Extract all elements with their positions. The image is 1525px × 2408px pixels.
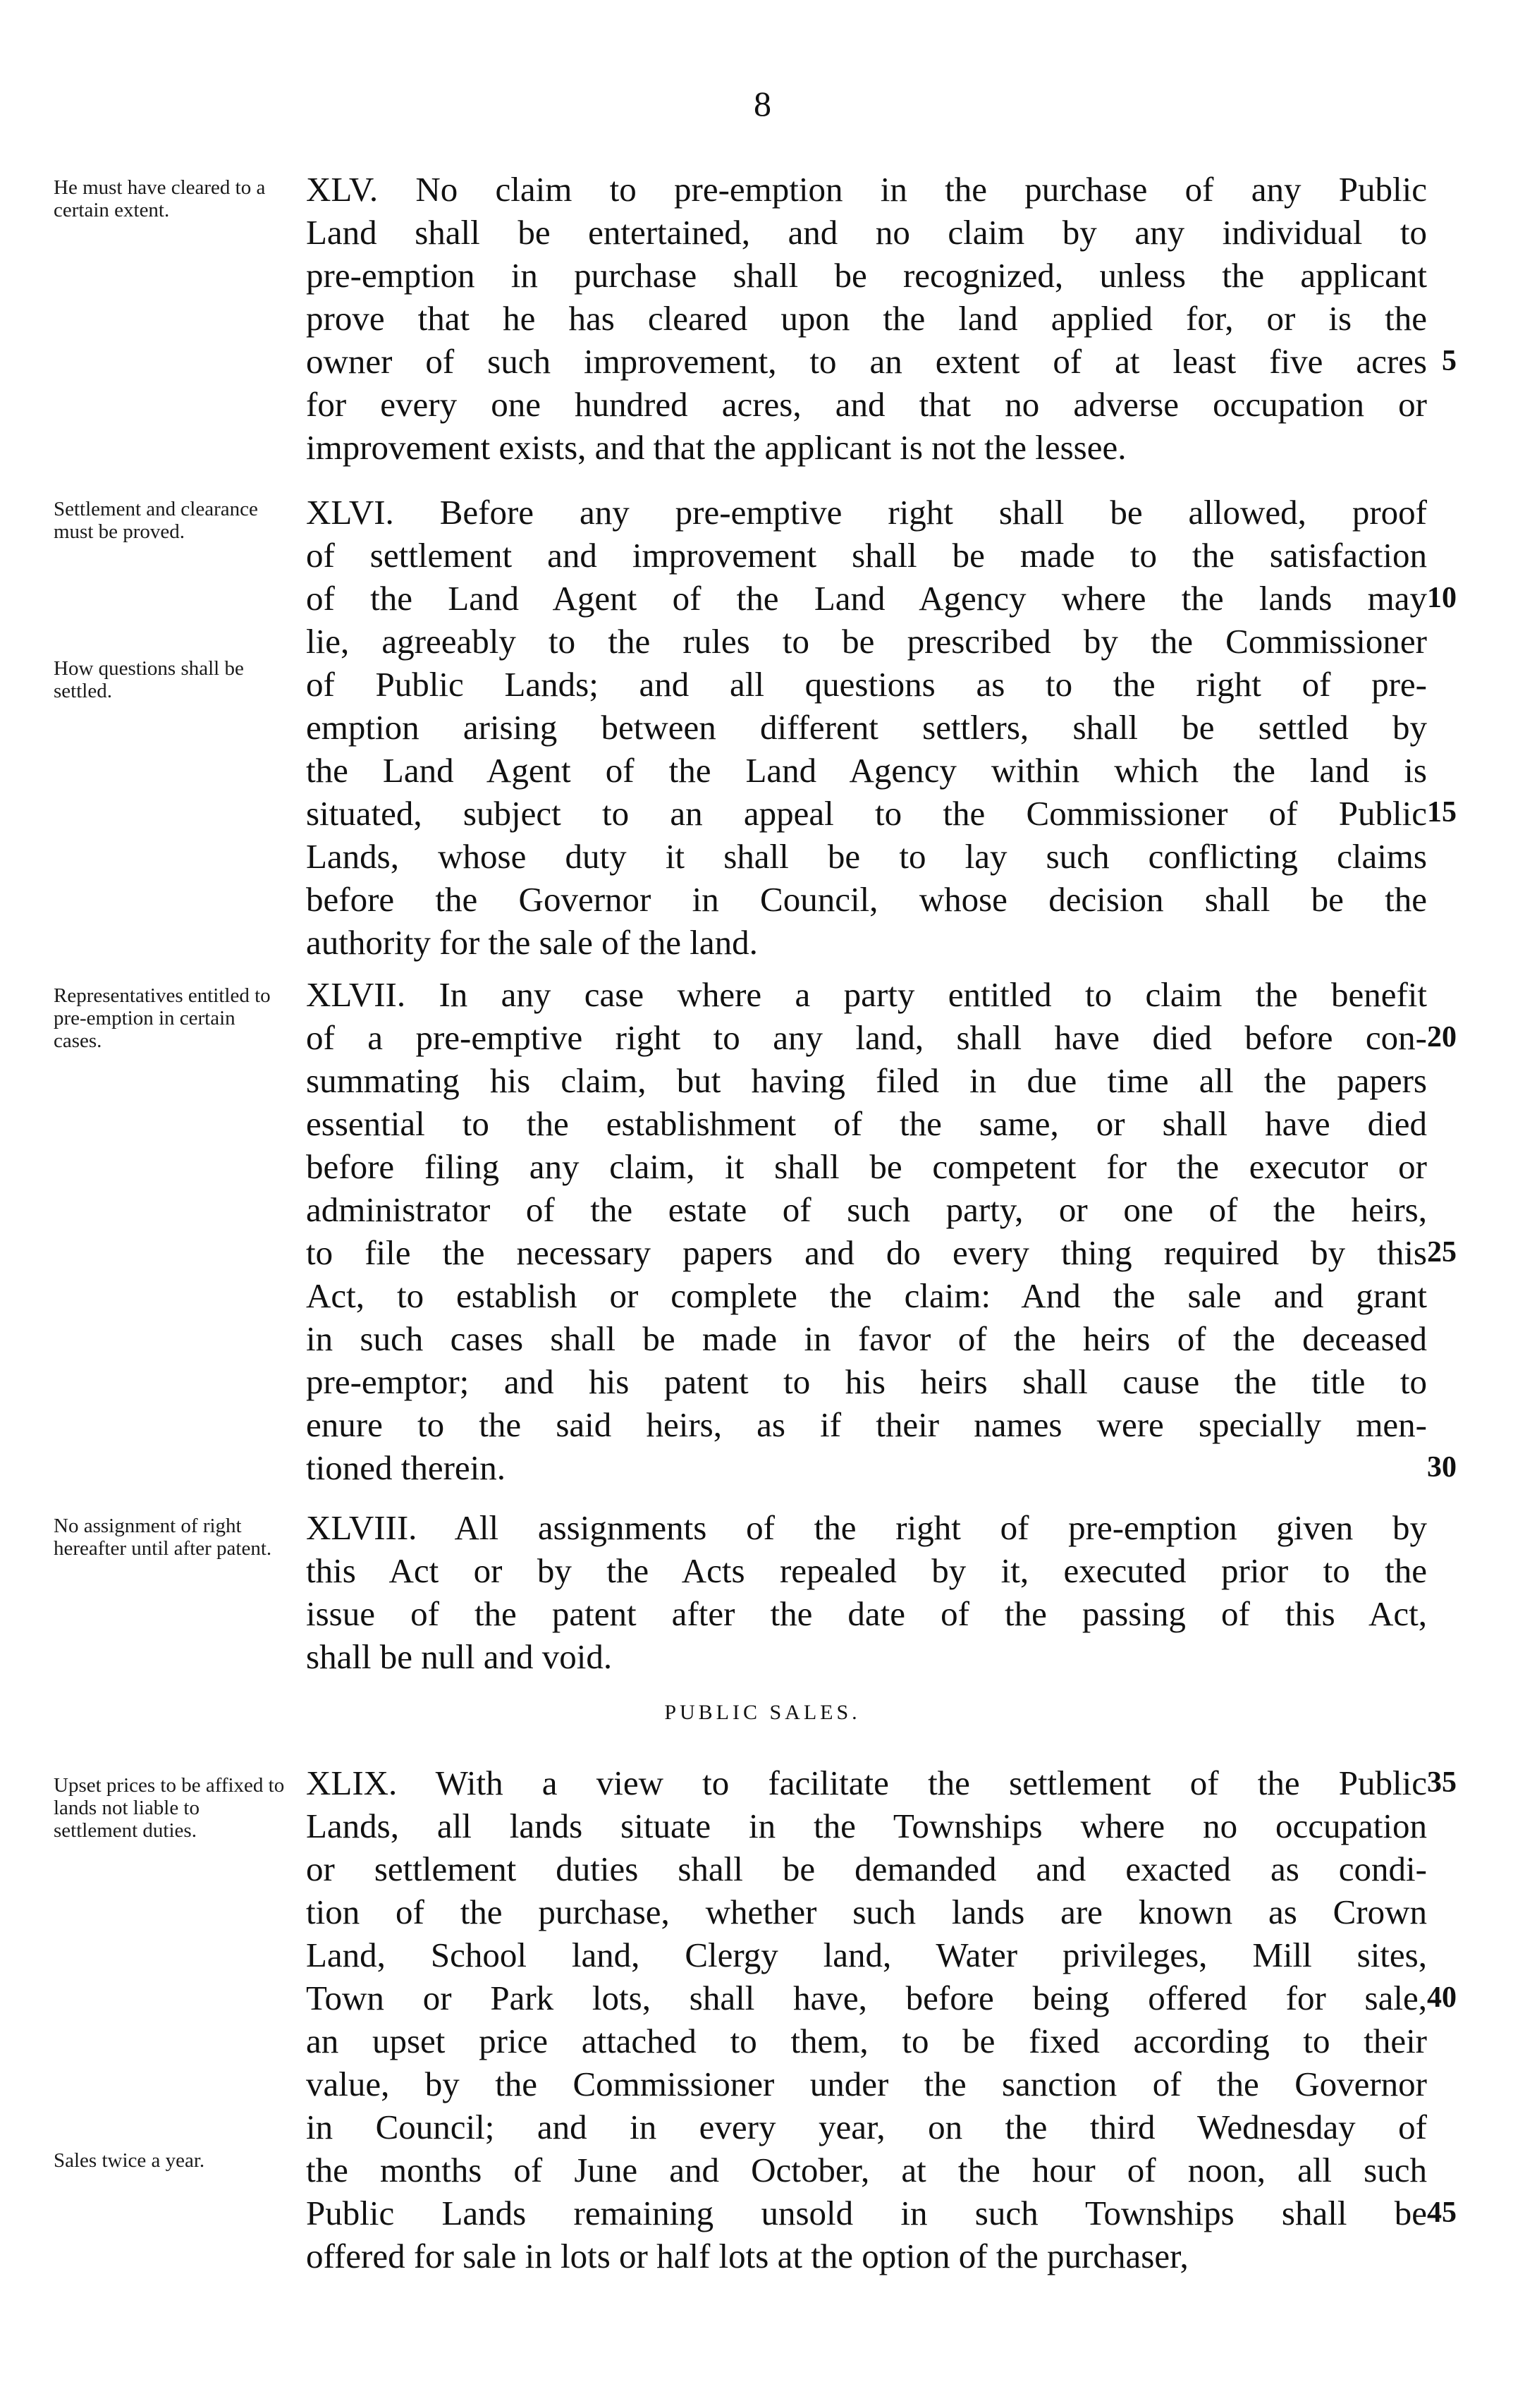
text-line: Land shall be entertained, and no claim by any individual to [306,213,1427,252]
line-number: 25 [1427,1236,1457,1269]
text-line: administrator of the estate of such party, or one of the heirs, [306,1190,1427,1229]
text-line: to file the necessary papers and do every thing required by this [306,1233,1427,1272]
text-line: the Land Agent of the Land Agency within which the land is [306,751,1427,790]
text-line: tion of the purchase, whether such lands are known as Crown [306,1893,1427,1931]
text-line: summating his claim, but having filed in due time all the papers [306,1061,1427,1100]
text-line: shall be null and void. [306,1637,613,1676]
text-line: Act, to establish or complete the claim: And the sale and grant [306,1276,1427,1315]
text-line: authority for the sale of the land. [306,923,758,962]
line-number: 10 [1427,582,1457,614]
line-number: 20 [1427,1021,1457,1053]
margin-note: Upset prices to be affixed to lands not liable to settlement duties. [54,1774,285,1842]
text-line: improvement exists, and that the applicant is not the lessee. [306,428,1127,467]
text-line: XLVI. Before any pre-emptive right shall be allowed, proof [306,493,1427,532]
paragraph-xlvii [306,973,1427,1489]
text-line: for every one hundred acres, and that no adverse occupation or [306,385,1427,424]
text-line: Lands, all lands situate in the Townships where no occupation [306,1807,1427,1845]
line-number: 30 [1427,1451,1457,1484]
text-line: the months of June and October, at the hour of noon, all such [306,2151,1427,2189]
text-line: Land, School land, Clergy land, Water privileges, Mill sites, [306,1936,1427,1974]
paragraph-xlviii [306,1506,1427,1678]
text-line: XLIX. With a view to facilitate the settlement of the Public [306,1764,1427,1802]
text-line: tioned therein. [306,1448,506,1487]
line-number: 40 [1427,1981,1457,2014]
text-line: an upset price attached to them, to be fixed according to their [306,2022,1427,2060]
text-line: XLVIII. All assignments of the right of pre-emption given by [306,1508,1427,1547]
line-number: 45 [1427,2196,1457,2229]
text-line: or settlement duties shall be demanded and exacted as condi- [306,1850,1427,1888]
paragraph-xlv [306,168,1427,469]
text-line: lie, agreeably to the rules to be prescribed by the Commissioner [306,622,1427,661]
text-line: in such cases shall be made in favor of the heirs of the deceased [306,1319,1427,1358]
text-line: Lands, whose duty it shall be to lay such conflicting claims [306,837,1427,876]
line-number: 35 [1427,1766,1457,1799]
text-line: prove that he has cleared upon the land applied for, or is the [306,299,1427,338]
margin-note: He must have cleared to a certain extent. [54,176,266,221]
text-line: pre-emption in purchase shall be recognized, unless the applicant [306,256,1427,295]
text-line: owner of such improvement, to an extent of at least five acres [306,342,1427,381]
text-line: emption arising between different settlers, shall be settled by [306,708,1427,747]
text-line: essential to the establishment of the same, or shall have died [306,1104,1427,1143]
text-line: value, by the Commissioner under the sanction of the Governor [306,2065,1427,2103]
margin-note: How questions shall be settled. [54,657,244,702]
margin-note: Settlement and clearance must be proved. [54,498,258,543]
line-number: 15 [1427,796,1457,829]
paragraph-xlix [306,1761,1427,2278]
text-line: issue of the patent after the date of the passing of this Act, [306,1594,1427,1633]
text-line: Town or Park lots, shall have, before being offered for sale, [306,1979,1427,2017]
text-line: of a pre-emptive right to any land, shall have died before con- [306,1018,1427,1057]
text-line: this Act or by the Acts repealed by it, executed prior to the [306,1551,1427,1590]
text-line: before the Governor in Council, whose decision shall be the [306,880,1427,919]
text-line: situated, subject to an appeal to the Commissioner of Public [306,794,1427,833]
section-heading: PUBLIC SALES. [664,1701,861,1724]
margin-note: Sales twice a year. [54,2149,205,2172]
margin-note: No assignment of right hereafter until after patent. [54,1515,272,1560]
page-number: 8 [754,84,771,123]
paragraph-xlvi [306,491,1427,964]
text-line: Public Lands remaining unsold in such Townships shall be [306,2194,1427,2232]
text-line: offered for sale in lots or half lots at the option of the purchaser, [306,2237,1189,2275]
margin-note: Representatives entitled to pre-emption in certain cases. [54,984,271,1052]
line-number: 5 [1442,345,1457,377]
text-line: of the Land Agent of the Land Agency where the lands may [306,579,1427,618]
text-line: before filing any claim, it shall be competent for the executor or [306,1147,1427,1186]
text-line: pre-emptor; and his patent to his heirs shall cause the title to [306,1362,1427,1401]
text-line: of Public Lands; and all questions as to the right of pre- [306,665,1427,704]
text-line: of settlement and improvement shall be made to the satisfaction [306,536,1427,575]
text-line: in Council; and in every year, on the third Wednesday of [306,2108,1427,2146]
text-line: enure to the said heirs, as if their names were specially men- [306,1405,1427,1444]
text-line: XLV. No claim to pre-emption in the purchase of any Public [306,170,1427,209]
text-line: XLVII. In any case where a party entitled to claim the benefit [306,975,1427,1014]
